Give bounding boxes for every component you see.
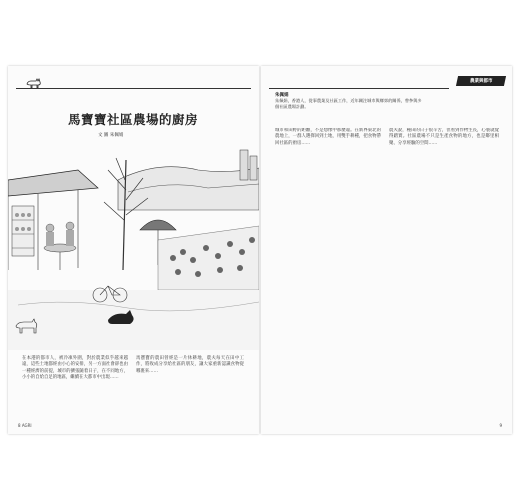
- cat-icon: [26, 78, 42, 88]
- farm-illustration: [8, 140, 259, 350]
- author-name: 朱佩娟: [275, 93, 289, 98]
- byline: 文 圖 朱佩娟: [98, 133, 124, 138]
- section-tag: 農業與都市: [456, 76, 506, 86]
- folio-left: 8 AGRI: [18, 423, 32, 428]
- article-title: 馬寶寶社區農場的廚房: [67, 112, 198, 127]
- top-rule: [16, 88, 251, 89]
- right-col-1: 城市和田野的距離，不是想像中那麼遠。在新界東北的農地上，一群人選擇回到土地，用雙手耕種，把食物帶回社區的廚房……: [275, 128, 381, 146]
- author-bio: 朱佩娟，香港人，從事農業及社區工作，近年關注城市與鄉郊的關係，曾參與多個社區農場計劃。: [275, 98, 422, 109]
- left-col-1: 在本港的都市人，被冷凍外圍，對於農業似乎越來越遠，這些土地都經由小心的安排，另一方面社會卻也由一種經濟的前提，城市的擴張隨着日子，在不同地方，小小的自給自足的地區，繼續在大都市中出現……: [22, 356, 128, 381]
- left-page: [8, 66, 259, 434]
- left-col-2: 馬寶寶的農田曾經是一片休耕地，農夫每天在田中工作，將收成分享給社區的朋友，讓大家重新認識食物從哪裏來……: [136, 356, 244, 374]
- right-page: [261, 66, 512, 434]
- folio-right: 9: [499, 423, 502, 428]
- right-col-2: 農夫說，種田的日子很辛苦，但看到作物生長，心裏就覺得踏實。社區農場不只是生產食物的地方，也是鄰里相聚、分享經驗的空間……: [389, 128, 499, 146]
- top-rule: [269, 88, 449, 89]
